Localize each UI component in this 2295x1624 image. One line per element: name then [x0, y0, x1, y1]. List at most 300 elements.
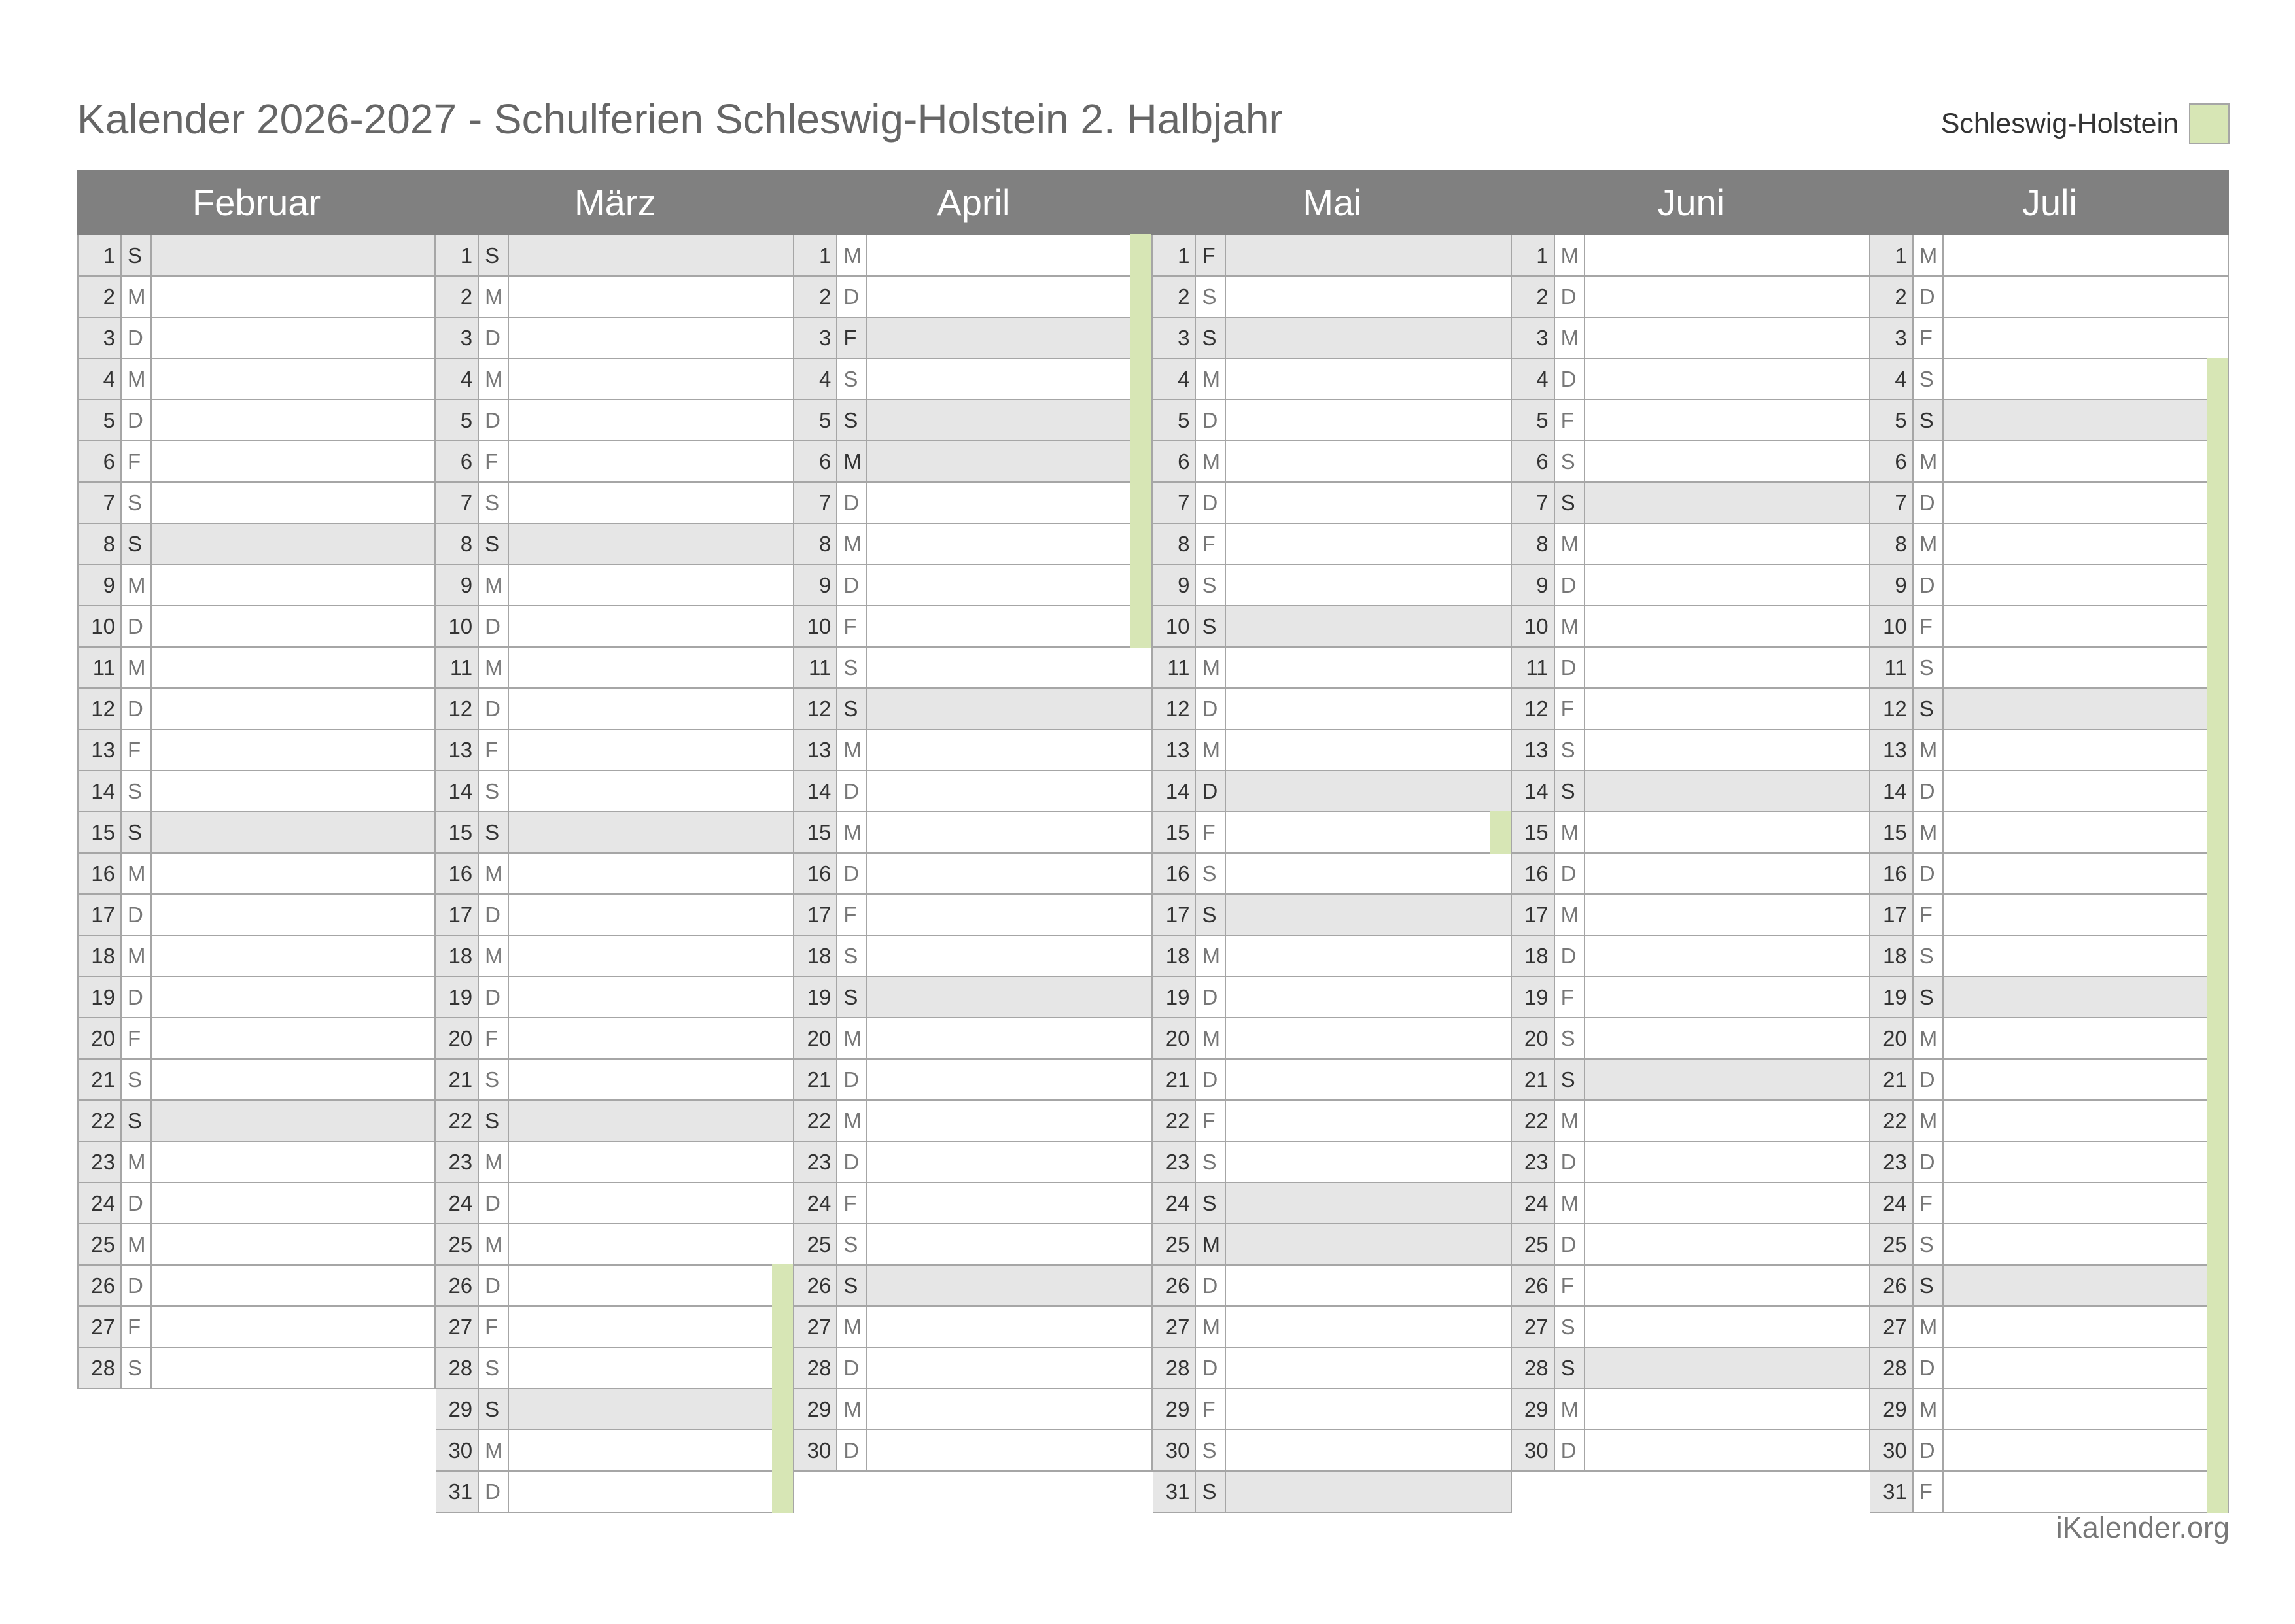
day-number: 27	[79, 1307, 122, 1347]
day-note-area	[1944, 1307, 2228, 1347]
weekday-letter: F	[837, 895, 867, 935]
day-row	[1512, 895, 1869, 936]
day-note-area	[1585, 1348, 1869, 1388]
weekday-letter: S	[1196, 606, 1226, 646]
day-row	[1512, 1266, 1869, 1307]
weekday-letter: F	[479, 1018, 509, 1058]
weekday-letter: M	[122, 359, 152, 399]
weekday-letter: M	[479, 565, 509, 605]
day-number: 18	[1512, 936, 1555, 976]
weekday-letter: S	[1555, 1060, 1585, 1099]
day-row	[79, 277, 434, 318]
day-number: 18	[794, 936, 837, 976]
weekday-letter: F	[122, 730, 152, 770]
day-number: 16	[79, 854, 122, 893]
month-header: Mai	[1153, 170, 1511, 235]
footer-brand: iKalender.org	[2056, 1511, 2230, 1544]
weekday-letter: M	[1555, 1101, 1585, 1141]
weekday-letter: S	[122, 1348, 152, 1388]
weekday-letter: M	[837, 1389, 867, 1429]
weekday-letter: F	[1914, 895, 1944, 935]
weekday-letter: M	[837, 1018, 867, 1058]
day-note-area	[1944, 565, 2228, 605]
weekday-letter: M	[1555, 606, 1585, 646]
day-number: 14	[1512, 771, 1555, 811]
day-row	[794, 648, 1151, 689]
day-note-area	[509, 524, 793, 564]
day-number: 6	[79, 441, 122, 481]
day-row	[1153, 1224, 1510, 1266]
weekday-letter: D	[1555, 936, 1585, 976]
day-number: 18	[1153, 936, 1196, 976]
calendar-grid	[77, 170, 2229, 1511]
weekday-letter: D	[1914, 277, 1944, 317]
weekday-letter: S	[479, 1389, 509, 1429]
day-number: 11	[794, 648, 837, 687]
holiday-marker	[1130, 358, 1151, 400]
weekday-letter: M	[122, 1142, 152, 1182]
day-row	[1870, 854, 2228, 895]
weekday-letter: F	[1196, 235, 1226, 275]
day-row	[1870, 483, 2228, 524]
weekday-letter: M	[1914, 524, 1944, 564]
day-note-area	[1585, 936, 1869, 976]
day-number: 21	[794, 1060, 837, 1099]
day-row	[794, 977, 1151, 1018]
weekday-letter: D	[122, 895, 152, 935]
day-note-area	[867, 1018, 1151, 1058]
day-note-area	[1226, 1389, 1510, 1429]
day-note-area	[509, 1183, 793, 1223]
weekday-letter: S	[1914, 1224, 1944, 1264]
day-number: 13	[79, 730, 122, 770]
day-row	[1153, 1307, 1510, 1348]
day-note-area	[509, 936, 793, 976]
day-number: 22	[79, 1101, 122, 1141]
day-row	[79, 606, 434, 648]
day-row	[436, 689, 793, 730]
holiday-marker	[1490, 811, 1511, 854]
day-row	[794, 689, 1151, 730]
day-note-area	[1585, 977, 1869, 1017]
day-row	[1153, 895, 1510, 936]
day-row	[1153, 483, 1510, 524]
day-number: 25	[436, 1224, 479, 1264]
day-note-area	[509, 441, 793, 481]
day-note-area	[152, 730, 434, 770]
day-number: 20	[1512, 1018, 1555, 1058]
holiday-marker	[2207, 1182, 2228, 1224]
day-row	[1153, 648, 1510, 689]
day-number: 6	[794, 441, 837, 481]
weekday-letter: M	[479, 1430, 509, 1470]
day-note-area	[867, 812, 1151, 852]
day-number: 22	[436, 1101, 479, 1141]
day-row	[1512, 771, 1869, 812]
day-number: 12	[794, 689, 837, 729]
day-note-area	[1944, 1224, 2228, 1264]
weekday-letter: M	[122, 277, 152, 317]
day-note-area	[152, 1018, 434, 1058]
day-note-area	[1585, 524, 1869, 564]
day-note-area	[1944, 1389, 2228, 1429]
day-row	[1870, 771, 2228, 812]
weekday-letter: D	[1555, 565, 1585, 605]
weekday-letter: D	[122, 977, 152, 1017]
day-row	[1153, 1389, 1510, 1430]
day-number: 4	[1870, 359, 1914, 399]
day-note-area	[1585, 1266, 1869, 1305]
holiday-marker	[772, 1305, 793, 1348]
day-number: 11	[436, 648, 479, 687]
day-number: 9	[436, 565, 479, 605]
day-note-area	[509, 565, 793, 605]
day-number: 24	[1512, 1183, 1555, 1223]
day-number: 19	[1512, 977, 1555, 1017]
day-row	[1153, 812, 1510, 854]
weekday-letter: D	[122, 1183, 152, 1223]
day-row	[436, 895, 793, 936]
weekday-letter: S	[122, 1060, 152, 1099]
day-note-area	[1585, 1430, 1869, 1470]
day-note-area	[509, 1430, 793, 1470]
day-number: 4	[794, 359, 837, 399]
holiday-marker	[1130, 605, 1151, 648]
day-note-area	[1585, 689, 1869, 729]
day-row	[794, 1142, 1151, 1183]
day-row	[79, 1183, 434, 1224]
day-note-area	[152, 854, 434, 893]
day-number: 16	[1153, 854, 1196, 893]
holiday-marker	[1130, 481, 1151, 524]
day-note-area	[1944, 1142, 2228, 1182]
day-number: 23	[1512, 1142, 1555, 1182]
day-row	[1512, 277, 1869, 318]
day-row	[1870, 400, 2228, 441]
weekday-letter: M	[479, 1142, 509, 1182]
day-row	[1512, 1060, 1869, 1101]
day-note-area	[152, 936, 434, 976]
weekday-letter: S	[1196, 854, 1226, 893]
day-note-area	[867, 400, 1151, 440]
day-number: 13	[1512, 730, 1555, 770]
day-row	[436, 1472, 793, 1513]
day-row	[1153, 565, 1510, 606]
weekday-letter: S	[479, 235, 509, 275]
day-note-area	[509, 1018, 793, 1058]
day-row	[1870, 730, 2228, 771]
day-number: 27	[1153, 1307, 1196, 1347]
day-note-area	[1226, 318, 1510, 358]
day-list	[1870, 235, 2229, 1513]
holiday-marker	[1130, 234, 1151, 277]
day-note-area	[152, 318, 434, 358]
day-number: 18	[1870, 936, 1914, 976]
day-row	[79, 235, 434, 277]
day-row	[794, 730, 1151, 771]
day-note-area	[867, 936, 1151, 976]
weekday-letter: D	[1196, 771, 1226, 811]
day-row	[79, 1348, 434, 1389]
weekday-letter: D	[122, 689, 152, 729]
day-row	[1512, 1430, 1869, 1472]
day-number: 6	[436, 441, 479, 481]
weekday-letter: M	[1914, 441, 1944, 481]
day-note-area	[509, 277, 793, 317]
weekday-letter: D	[1555, 854, 1585, 893]
day-list	[1512, 235, 1870, 1472]
day-row	[79, 1307, 434, 1348]
day-number: 2	[1512, 277, 1555, 317]
weekday-letter: S	[122, 235, 152, 275]
day-number: 3	[79, 318, 122, 358]
weekday-letter: D	[837, 1430, 867, 1470]
day-note-area	[152, 565, 434, 605]
holiday-marker	[1130, 317, 1151, 359]
day-note-area	[509, 235, 793, 275]
day-row	[436, 483, 793, 524]
weekday-letter: S	[1555, 1018, 1585, 1058]
day-number: 20	[436, 1018, 479, 1058]
day-note-area	[152, 359, 434, 399]
day-note-area	[509, 977, 793, 1017]
day-note-area	[867, 689, 1151, 729]
day-number: 21	[79, 1060, 122, 1099]
day-row	[79, 483, 434, 524]
day-row	[79, 1101, 434, 1142]
day-number: 18	[436, 936, 479, 976]
day-number: 9	[1153, 565, 1196, 605]
month-column	[1512, 170, 1870, 1511]
day-number: 28	[79, 1348, 122, 1388]
day-number: 21	[1870, 1060, 1914, 1099]
day-note-area	[509, 854, 793, 893]
day-row	[1870, 1266, 2228, 1307]
weekday-letter: M	[837, 812, 867, 852]
day-number: 5	[1153, 400, 1196, 440]
day-number: 23	[1870, 1142, 1914, 1182]
day-row	[1870, 895, 2228, 936]
day-number: 5	[1870, 400, 1914, 440]
day-note-area	[1944, 524, 2228, 564]
weekday-letter: D	[1196, 1060, 1226, 1099]
day-note-area	[1226, 895, 1510, 935]
day-number: 3	[436, 318, 479, 358]
legend-swatch	[2189, 103, 2230, 144]
day-row	[794, 895, 1151, 936]
weekday-letter: M	[1555, 235, 1585, 275]
day-list	[1153, 235, 1511, 1513]
weekday-letter: M	[479, 1224, 509, 1264]
weekday-letter: F	[122, 1018, 152, 1058]
day-row	[79, 359, 434, 400]
day-number: 10	[1870, 606, 1914, 646]
day-note-area	[1944, 1183, 2228, 1223]
day-row	[79, 895, 434, 936]
day-number: 25	[794, 1224, 837, 1264]
day-row	[1153, 1348, 1510, 1389]
day-note-area	[867, 1101, 1151, 1141]
day-note-area	[867, 235, 1151, 275]
day-note-area	[1944, 1430, 2228, 1470]
holiday-marker	[2207, 1017, 2228, 1060]
weekday-letter: S	[837, 936, 867, 976]
day-row	[1512, 524, 1869, 565]
day-number: 14	[1870, 771, 1914, 811]
day-row	[794, 606, 1151, 648]
month-header: April	[794, 170, 1153, 235]
day-row	[1512, 648, 1869, 689]
weekday-letter: D	[479, 689, 509, 729]
day-row	[1512, 1224, 1869, 1266]
day-number: 20	[794, 1018, 837, 1058]
day-note-area	[1585, 606, 1869, 646]
day-number: 15	[794, 812, 837, 852]
day-row	[79, 1018, 434, 1060]
holiday-marker	[2207, 399, 2228, 441]
weekday-letter: D	[1555, 648, 1585, 687]
day-number: 5	[794, 400, 837, 440]
weekday-letter: D	[1555, 277, 1585, 317]
weekday-letter: M	[479, 359, 509, 399]
weekday-letter: S	[122, 483, 152, 523]
holiday-marker	[2207, 1388, 2228, 1430]
day-note-area	[1944, 812, 2228, 852]
day-number: 8	[1512, 524, 1555, 564]
weekday-letter: M	[1914, 235, 1944, 275]
legend	[1941, 102, 2230, 145]
weekday-letter: M	[122, 854, 152, 893]
weekday-letter: D	[837, 483, 867, 523]
holiday-marker	[2207, 1429, 2228, 1472]
weekday-letter: F	[122, 441, 152, 481]
day-row	[1870, 1224, 2228, 1266]
day-row	[436, 400, 793, 441]
day-note-area	[1226, 977, 1510, 1017]
day-number: 7	[1512, 483, 1555, 523]
day-row	[436, 1060, 793, 1101]
day-number: 22	[1870, 1101, 1914, 1141]
day-row	[436, 524, 793, 565]
holiday-marker	[1130, 275, 1151, 318]
weekday-letter: D	[1914, 565, 1944, 605]
day-row	[1870, 524, 2228, 565]
day-row	[1153, 1101, 1510, 1142]
day-number: 19	[1153, 977, 1196, 1017]
day-row	[79, 441, 434, 483]
day-row	[1153, 318, 1510, 359]
day-row	[1870, 1101, 2228, 1142]
day-note-area	[509, 1389, 793, 1429]
day-note-area	[509, 1101, 793, 1141]
day-note-area	[867, 854, 1151, 893]
day-note-area	[1226, 1307, 1510, 1347]
day-row	[436, 1183, 793, 1224]
day-note-area	[152, 235, 434, 275]
day-number: 9	[1512, 565, 1555, 605]
weekday-letter: S	[479, 812, 509, 852]
day-number: 16	[436, 854, 479, 893]
day-number: 27	[794, 1307, 837, 1347]
day-note-area	[152, 277, 434, 317]
day-row	[794, 771, 1151, 812]
weekday-letter: M	[1555, 318, 1585, 358]
weekday-letter: M	[479, 277, 509, 317]
day-row	[436, 318, 793, 359]
day-note-area	[1585, 1142, 1869, 1182]
day-number: 15	[1512, 812, 1555, 852]
day-note-area	[152, 648, 434, 687]
weekday-letter: M	[479, 936, 509, 976]
day-list	[77, 235, 436, 1389]
day-row	[436, 277, 793, 318]
weekday-letter: S	[837, 689, 867, 729]
weekday-letter: M	[1914, 1018, 1944, 1058]
day-note-area	[867, 1348, 1151, 1388]
day-row	[1512, 359, 1869, 400]
day-row	[1870, 1389, 2228, 1430]
weekday-letter: S	[837, 1224, 867, 1264]
holiday-marker	[2207, 770, 2228, 812]
day-note-area	[152, 524, 434, 564]
weekday-letter: D	[1914, 1348, 1944, 1388]
day-row	[1512, 1348, 1869, 1389]
day-row	[436, 1389, 793, 1430]
day-note-area	[1944, 1018, 2228, 1058]
day-number: 2	[436, 277, 479, 317]
day-row	[1153, 1430, 1510, 1472]
day-number: 17	[1512, 895, 1555, 935]
day-row	[1870, 936, 2228, 977]
day-row	[79, 1224, 434, 1266]
day-row	[1870, 277, 2228, 318]
day-row	[436, 359, 793, 400]
day-note-area	[867, 895, 1151, 935]
day-number: 27	[1870, 1307, 1914, 1347]
day-row	[1153, 1266, 1510, 1307]
weekday-letter: D	[479, 318, 509, 358]
day-note-area	[1944, 400, 2228, 440]
day-note-area	[867, 1183, 1151, 1223]
day-row	[1512, 1183, 1869, 1224]
day-note-area	[1944, 977, 2228, 1017]
holiday-marker	[1130, 440, 1151, 483]
day-note-area	[1585, 1183, 1869, 1223]
weekday-letter: S	[122, 812, 152, 852]
weekday-letter: S	[1914, 689, 1944, 729]
weekday-letter: F	[479, 1307, 509, 1347]
day-note-area	[867, 771, 1151, 811]
day-note-area	[1226, 1266, 1510, 1305]
day-note-area	[1226, 648, 1510, 687]
day-row	[1153, 689, 1510, 730]
month-column	[1870, 170, 2229, 1511]
day-row	[79, 812, 434, 854]
holiday-marker	[2207, 646, 2228, 689]
day-row	[1512, 441, 1869, 483]
day-note-area	[509, 1060, 793, 1099]
day-row	[1512, 565, 1869, 606]
holiday-marker	[1130, 564, 1151, 606]
day-row	[436, 812, 793, 854]
day-note-area	[152, 606, 434, 646]
day-number: 2	[794, 277, 837, 317]
day-number: 13	[436, 730, 479, 770]
weekday-letter: D	[479, 606, 509, 646]
month-column	[1153, 170, 1511, 1511]
holiday-marker	[2207, 687, 2228, 730]
day-note-area	[867, 1060, 1151, 1099]
